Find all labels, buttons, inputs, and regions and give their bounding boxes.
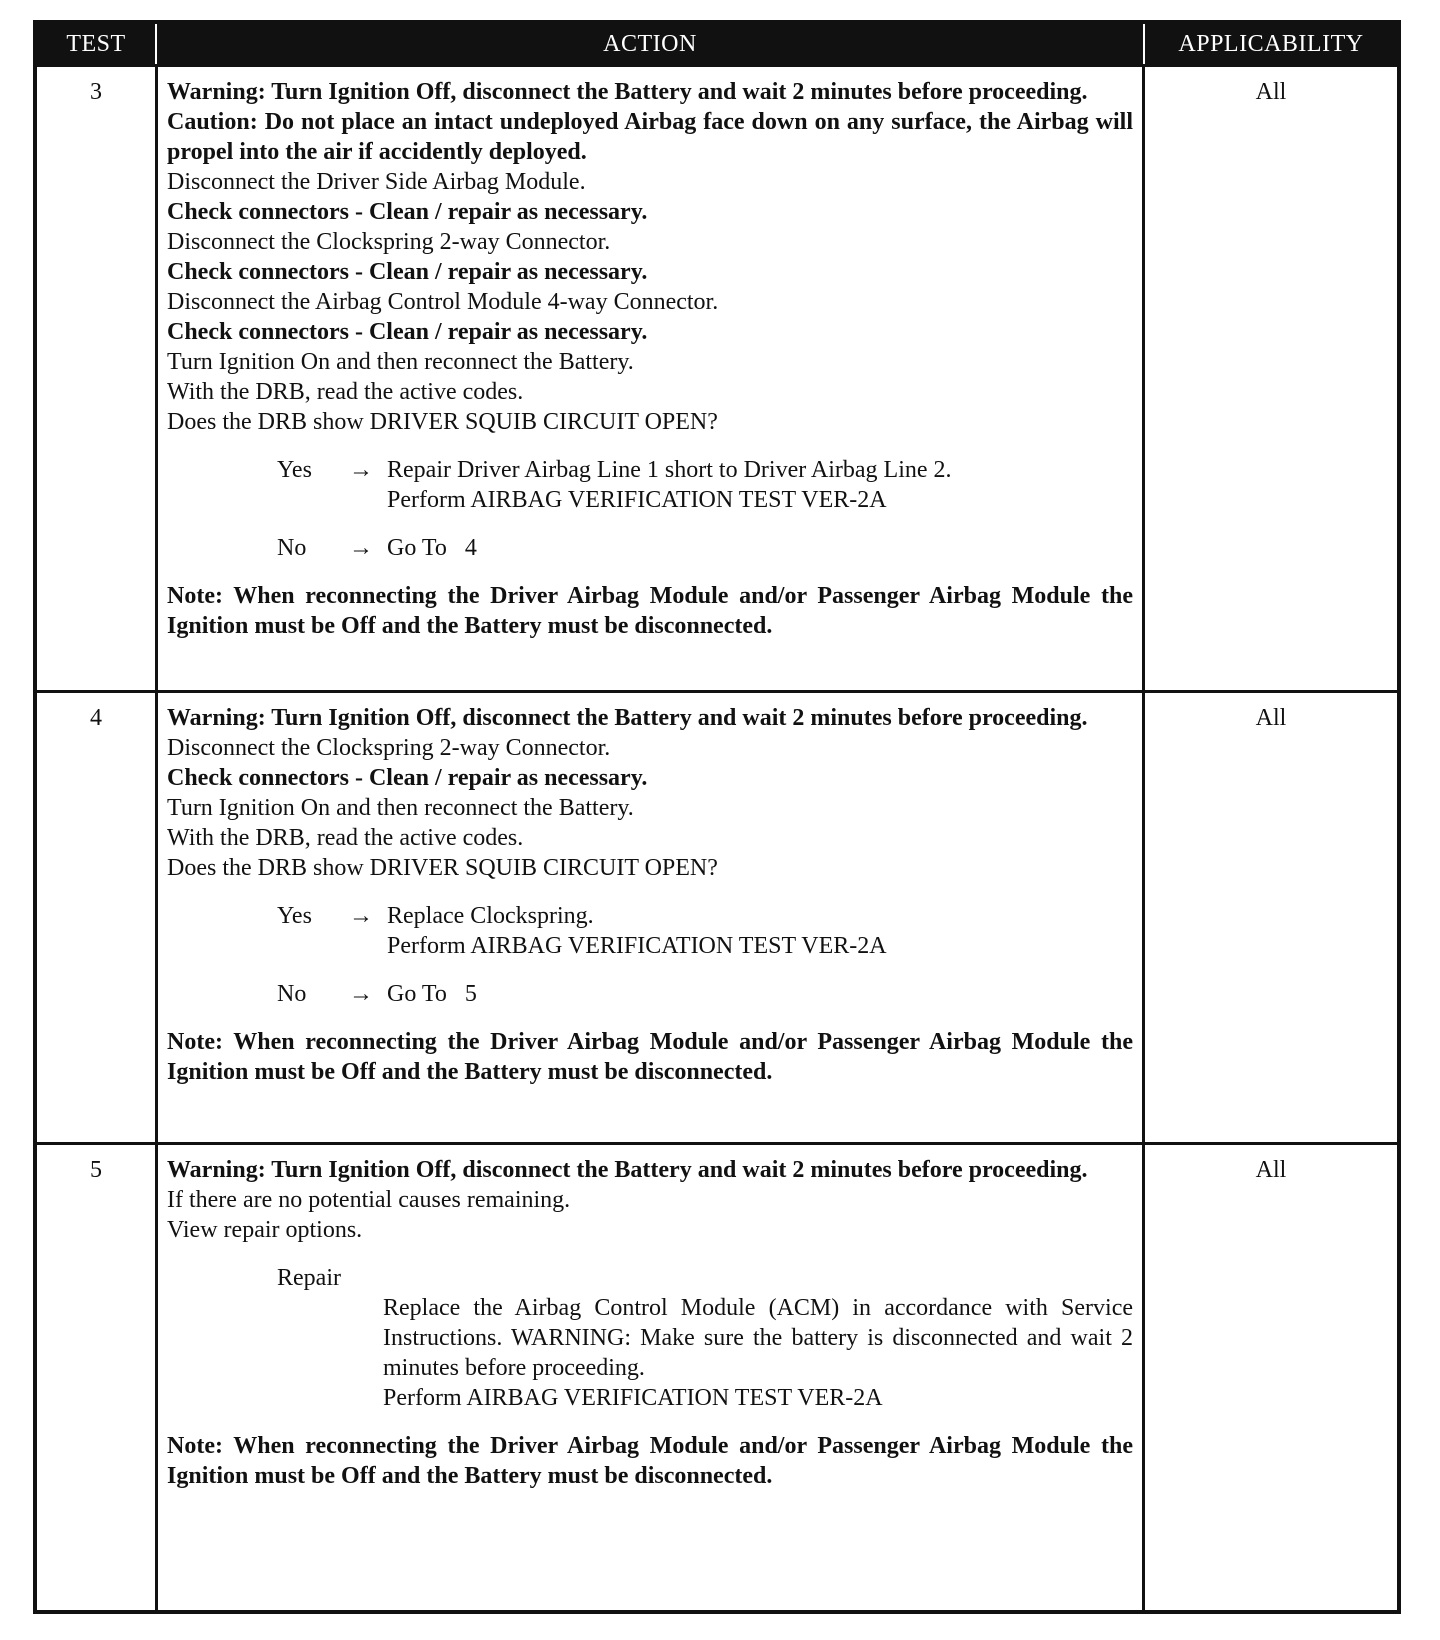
no-label: No — [277, 981, 307, 1007]
repair-perform: Perform AIRBAG VERIFICATION TEST VER-2A — [383, 1385, 883, 1411]
no-label: No — [277, 535, 307, 561]
step: Turn Ignition On and then reconnect the Battery. — [167, 349, 634, 375]
step: With the DRB, read the active codes. — [167, 825, 524, 851]
action-cell — [155, 67, 1145, 690]
arrow-right-icon: → — [349, 535, 373, 561]
repair-text: Replace the Airbag Control Module (ACM) in accordance with Service Instructions. WARNING: Make sure the battery is disconnected and wait 2 minutes before proceeding. — [383, 1295, 1133, 1381]
step: Check connectors - Clean / repair as necessary. — [167, 199, 648, 225]
step: Disconnect the Airbag Control Module 4-way Connector. — [167, 289, 719, 315]
header-applicability: APPLICABILITY — [1178, 30, 1364, 57]
no-action: Go To 4 — [387, 535, 477, 561]
step: Does the DRB show DRIVER SQUIB CIRCUIT OPEN? — [167, 409, 718, 435]
step: Does the DRB show DRIVER SQUIB CIRCUIT OPEN? — [167, 855, 718, 881]
yes-action: Repair Driver Airbag Line 1 short to Driver Airbag Line 2. — [387, 457, 952, 483]
warning-text: Warning: Turn Ignition Off, disconnect the Battery and wait 2 minutes before proceeding. — [167, 705, 1088, 731]
warning-text: Warning: Turn Ignition Off, disconnect the Battery and wait 2 minutes before proceeding. — [167, 1157, 1088, 1183]
step: Disconnect the Clockspring 2-way Connector. — [167, 229, 611, 255]
repair-label: Repair — [277, 1265, 341, 1291]
header-action: ACTION — [155, 24, 1145, 64]
yes-branch — [277, 455, 1133, 515]
step: Disconnect the Driver Side Airbag Module. — [167, 169, 586, 195]
step: Disconnect the Clockspring 2-way Connector. — [167, 735, 611, 761]
test-number: 3 — [90, 79, 102, 105]
action-cell — [155, 693, 1145, 1142]
yes-label: Yes — [277, 903, 312, 929]
step: If there are no potential causes remaining. — [167, 1187, 571, 1213]
no-action: Go To 5 — [387, 981, 477, 1007]
note-text: Note: When reconnecting the Driver Airbag Module and/or Passenger Airbag Module the Ignition must be Off and the Battery must be disconnected. — [167, 1433, 1133, 1489]
yes-perform: Perform AIRBAG VERIFICATION TEST VER-2A — [387, 933, 887, 959]
step: Check connectors - Clean / repair as necessary. — [167, 319, 648, 345]
arrow-right-icon: → — [349, 457, 373, 483]
action-cell — [155, 1145, 1145, 1612]
table-row-test-4 — [37, 690, 1397, 1142]
test-number: 4 — [90, 705, 102, 731]
applicability-cell: All — [1255, 1157, 1287, 1183]
arrow-right-icon: → — [349, 903, 373, 929]
yes-branch — [277, 901, 1133, 961]
step: Turn Ignition On and then reconnect the Battery. — [167, 795, 634, 821]
note-text: Note: When reconnecting the Driver Airbag Module and/or Passenger Airbag Module the Ignition must be Off and the Battery must be disconnected. — [167, 583, 1133, 639]
note-text: Note: When reconnecting the Driver Airbag Module and/or Passenger Airbag Module the Ignition must be Off and the Battery must be disconnected. — [167, 1029, 1133, 1085]
applicability-cell: All — [1255, 79, 1287, 105]
no-branch — [277, 533, 1133, 563]
no-branch — [277, 979, 1133, 1009]
step: With the DRB, read the active codes. — [167, 379, 524, 405]
test-number: 5 — [90, 1157, 102, 1183]
header-test: TEST — [66, 30, 126, 57]
yes-perform: Perform AIRBAG VERIFICATION TEST VER-2A — [387, 487, 887, 513]
step: View repair options. — [167, 1217, 363, 1243]
procedure-table — [33, 20, 1401, 1614]
step: Check connectors - Clean / repair as necessary. — [167, 765, 648, 791]
yes-action: Replace Clockspring. — [387, 903, 594, 929]
table-row-test-5 — [37, 1142, 1397, 1612]
caution-text: Caution: Do not place an intact undeployed Airbag face down on any surface, the Airbag will propel into the air if accidently deployed. — [167, 109, 1133, 165]
table-header — [37, 24, 1397, 64]
yes-label: Yes — [277, 457, 312, 483]
step: Check connectors - Clean / repair as necessary. — [167, 259, 648, 285]
applicability-cell: All — [1255, 705, 1287, 731]
warning-text: Warning: Turn Ignition Off, disconnect the Battery and wait 2 minutes before proceeding. — [167, 79, 1088, 105]
table-row-test-3 — [37, 64, 1397, 690]
arrow-right-icon: → — [349, 981, 373, 1007]
